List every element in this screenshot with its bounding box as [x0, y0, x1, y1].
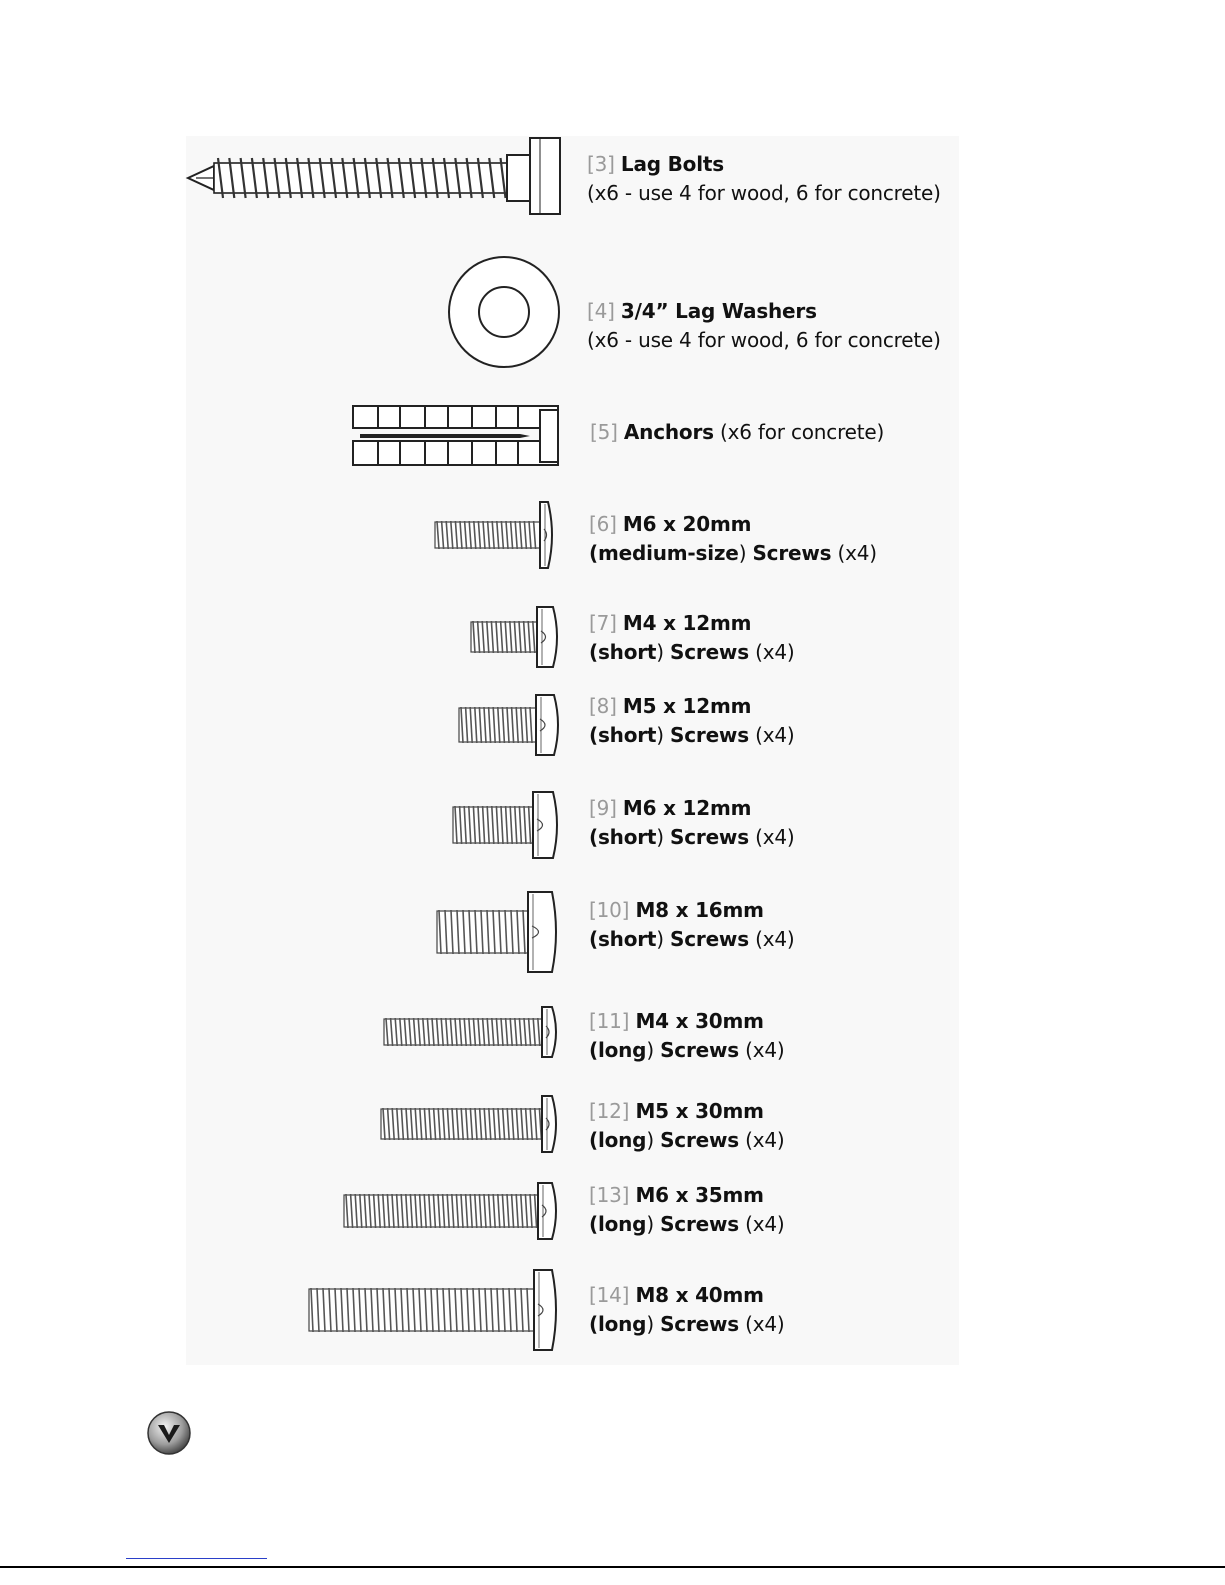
part-label: [6] M6 x 20mm (medium-size) Screws (x4) — [589, 512, 877, 565]
part-label: [14] M8 x 40mm (long) Screws (x4) — [589, 1283, 785, 1336]
part-label: [9] M6 x 12mm (short) Screws (x4) — [589, 796, 795, 849]
part-label: [11] M4 x 30mm (long) Screws (x4) — [589, 1009, 785, 1062]
part-label: [10] M8 x 16mm (short) Screws (x4) — [589, 898, 795, 951]
part-label: [12] M5 x 30mm (long) Screws (x4) — [589, 1099, 785, 1152]
part-label: [4] 3/4” Lag Washers (x6 - use 4 for wood, 6 for concrete) — [587, 299, 941, 352]
part-label: [7] M4 x 12mm (short) Screws (x4) — [589, 611, 795, 664]
part-label: [3] Lag Bolts (x6 - use 4 for wood, 6 for concrete) — [587, 152, 941, 205]
brand-logo-icon — [146, 1410, 192, 1456]
part-label: [5] Anchors (x6 for concrete) — [590, 420, 885, 444]
footer-rule — [0, 1566, 1225, 1568]
part-label: [13] M6 x 35mm (long) Screws (x4) — [589, 1183, 785, 1236]
part-label: [8] M5 x 12mm (short) Screws (x4) — [589, 694, 795, 747]
footer-link-underline — [126, 1558, 267, 1559]
